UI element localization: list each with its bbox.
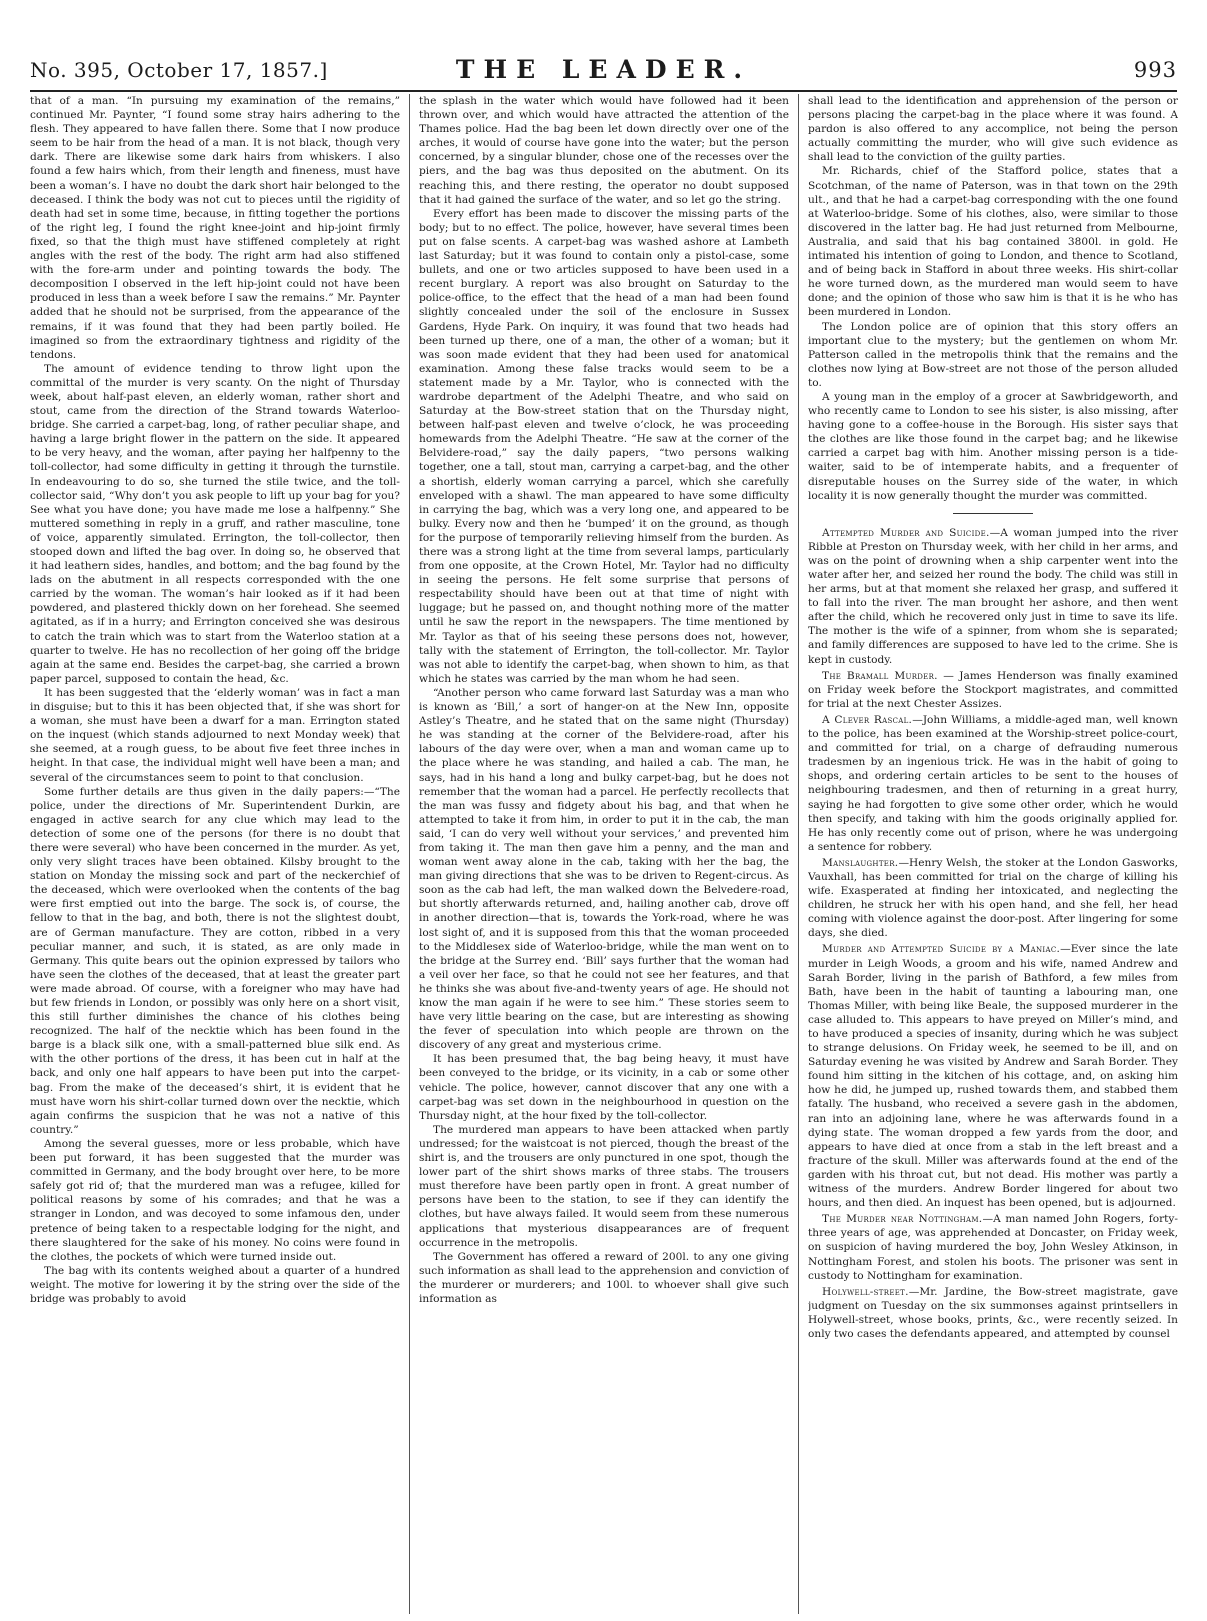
- masthead: [30, 46, 1177, 88]
- paragraph: Some further details are thus given in the daily papers:—“The police, under the directions of Mr. Superintendent Durkin, are engaged in active search for any clue which may lead to the detection of some one of the persons (for there is no doubt that there were several) who have been concerned in the murder. As yet, only very slight traces have been obtained. Kilsby brought to the station on Monday the missing sock and part of the neckerchief of the deceased, which were overlooked when the contents of the bag were first emptied out into the barge. The sock is, of course, the fellow to that in the bag, and both, there is not the slightest doubt, are of German manufacture. They are cotton, ribbed in a very peculiar manner, and such, it is stated, as are only made in Germany. This quite bears out the opinion expressed by tailors who have seen the clothes of the deceased, that at least the greater part were made abroad. Of course, with a foreigner who may have had but few friends in London, or possibly was only here on a short visit, this still further diminishes the chance of his clothes being recognized. The half of the necktie which has been found in the barge is a black silk one, with a small-patterned blue silk end. As with the other portions of the dress, it has been cut in half at the back, and only one half appears to have been put into the carpet-bag. From the make of the deceased’s shirt, it is evident that he must have worn his shirt-collar turned down over the necktie, which again confirms the suspicion that he was not a native of this country.”: [30, 785, 400, 1136]
- column-3: [808, 94, 1178, 1619]
- news-text: —A woman jumped into the river Ribble at Preston on Thursday week, with her child in her arms, and was on the point of drowning when a ship carpenter went into the water after her, and seized her round the body. The child was still in her arms, but at that moment she relaxed her grasp, and suffered it to fall into the river. The man brought her ashore, and then went after the child, which he recovered only just in time to save its life. The mother is the wife of a spinner, from whom she is separated; and family differences are supposed to have led to the crime. She is kept in custody.: [808, 526, 1178, 666]
- news-heading: Attempted Murder and Suicide.: [822, 526, 990, 539]
- paragraph: shall lead to the identification and apprehension of the person or persons placing the carpet-bag in the place where it was found. A pardon is also offered to any accomplice, not being the person actually committing the murder, who will give such evidence as shall lead to the conviction of the guilty parties.: [808, 95, 1178, 164]
- paragraph: the splash in the water which would have followed had it been thrown over, and which would have attracted the attention of the Thames police. Had the bag been let down directly over one of the arches, it would of course have gone into the water; but the person concerned, by a singular blunder, chose one of the recesses over the piers, and the bag was thus deposited on the abutment. On its reaching this, and there resting, the operator no doubt supposed that it had gained the surface of the water, and so let go the string.: [419, 95, 789, 206]
- paragraph: It has been presumed that, the bag being heavy, it must have been conveyed to the bridge, or its vicinity, in a cab or some other vehicle. The police, however, cannot discover that any one with a carpet-bag was set down in the neighbourhood in question on the Thursday night, at the hour fixed by the toll-collector.: [419, 1053, 789, 1122]
- paragraph: The Government has offered a reward of 200l. to any one giving such information as shall lead to the apprehension and conviction of the murderer or murderers; and 100l. to whoever shall give such information as: [419, 1250, 789, 1305]
- paragraph: A young man in the employ of a grocer at Sawbridgeworth, and who recently came to London to see his sister, is also missing, after having gone to a coffee-house in the Borough. His sister says that the clothes are like those found in the carpet bag; and he likewise carried a carpet bag with him. Another missing person is a tide-waiter, said to be of intemperate habits, and a frequenter of disreputable houses on the Surrey side of the water, in which locality it is now generally thought the murder was committed.: [808, 390, 1178, 502]
- paragraph: Every effort has been made to discover the missing parts of the body; but to no effect. The police, however, have several times been put on false scents. A carpet-bag was washed ashore at Lambeth last Saturday; but it was found to contain only a pistol-case, some bullets, and one or two articles supposed to have been used in a recent burglary. A report was also brought on Saturday to the police-office, to the effect that the head of a man had been found slightly concealed under the soil of the enclosure in Sussex Gardens, Hyde Park. On inquiry, it was found that two heads had been turned up there, one of a man, the other of a woman; but it was soon made evident that they had been used for anatomical examination. Among these false tracks would seem to be a statement made by a Mr. Taylor, who is connected with the wardrobe department of the Adelphi Theatre, and who said on Saturday at the Bow-street station that on the Thursday night, between half-past eleven and twelve o’clock, he was proceeding homewards from the Adelphi Theatre. “He saw at the corner of the Belvidere-road,” say the daily papers, “two persons walking together, one a tall, stout man, carrying a carpet-bag, and the other a shortish, elderly woman carrying a parcel, which she carefully enveloped with a shawl. The man appeared to have some difficulty in carrying the bag, which was a very long one, and appeared to be bulky. Every now and then he ‘bumped’ it on the ground, as though for the purpose of temporarily relieving himself from the burden. As there was a strong light at the time from several lamps, particularly from one opposite, at the Crown Hotel, Mr. Taylor had no difficulty in seeing the persons. He felt some surprise that persons of respectability should have been out at that time of night with luggage; but he passed on, and thought nothing more of the matter until he saw the report in the newspapers. The time mentioned by Mr. Taylor as that of his seeing these persons does not, however, tally with the statement of Errington, the toll-collector. Mr. Taylor was not able to identify the carpet-bag, when shown to him, as that which he states was carried by the man whom he had seen.: [419, 207, 789, 685]
- article-columns: [30, 94, 1180, 1619]
- news-item: [808, 1212, 1178, 1282]
- issue-date: No. 395, October 17, 1857.]: [30, 58, 328, 82]
- paragraph: Mr. Richards, chief of the Stafford police, states that a Scotchman, of the name of Paterson, was in that town on the 29th ult., and that he had a carpet-bag corresponding with the one found at Waterloo-bridge. Some of his clothes, also, were similar to those discovered in the latter bag. He had just returned from Melbourne, Australia, and said that his bag contained 3800l. in gold. He intimated his intention of going to London, and thence to Scotland, and of being back in Stafford in about three weeks. His shirt-collar he wore turned down, as the murdered man would seem to have done; and the opinion of those who saw him is that it is he who has been murdered in London.: [808, 165, 1178, 319]
- column-2: [419, 94, 789, 1619]
- news-text: —Henry Welsh, the stoker at the London Gasworks, Vauxhall, has been committed for trial on the charge of killing his wife. Exasperated at finding her intoxicated, and neglecting the children, he struck her with his open hand, and she fell, her head coming with violence against the door-post. After lingering for some days, she died.: [808, 856, 1178, 940]
- paragraph: The London police are of opinion that this story offers an important clue to the mystery; but the gentlemen on whom Mr. Patterson called in the metropolis think that the remains and the clothes now lying at Bow-street are not those of the person alluded to.: [808, 320, 1178, 389]
- news-item: [808, 526, 1178, 667]
- news-item: [808, 669, 1178, 711]
- news-heading: The Bramall Murder.: [822, 669, 938, 682]
- news-item: [808, 942, 1178, 1210]
- news-heading: Manslaughter.: [822, 856, 899, 869]
- paragraph: The amount of evidence tending to throw light upon the committal of the murder is very scanty. On the night of Thursday week, about half-past eleven, an elderly woman, rather short and stout, came from the direction of the Strand towards Waterloo-bridge. She carried a carpet-bag, long, of rather peculiar shape, and having a large bright flower in the pattern on the side. It appeared to be very heavy, and the woman, after paying her halfpenny to the toll-collector, had some difficulty in getting it through the turnstile. In endeavouring to do so, she turned the stile twice, and the toll-collector said, “Why don’t you ask people to lift up your bag for you? See what you have done; you have made me lose a halfpenny.” She muttered something in reply in a gruff, and rather masculine, tone of voice, apparently simulated. Errington, the toll-collector, then stooped down and lifted the bag over. In doing so, he observed that it had leathern sides, handles, and bottom; and the bag found by the lads on the abutment in all respects corresponded with the one carried by the woman. The woman’s hair looked as if it had been powdered, and plastered thickly down on her forehead. She seemed agitated, as if in a hurry; and Errington conceived she was desirous to catch the train which was to start from the Waterloo station at a quarter to twelve. He has no recollection of her going off the bridge again at the same end. Besides the carpet-bag, she carried a brown paper parcel, supposed to contain the head, &c.: [30, 362, 400, 685]
- page-number: 993: [1133, 58, 1177, 82]
- newspaper-title: THE LEADER.: [455, 55, 752, 84]
- news-heading: A Clever Rascal.: [822, 713, 913, 726]
- paragraph: The murdered man appears to have been attacked when partly undressed; for the waistcoat is not pierced, though the breast of the shirt is, and the trousers are only punctured in one spot, though the lower part of the shirt shows marks of three stabs. The trousers must therefore have been partly open in front. A great number of persons have been to the station, to see if they can identify the clothes, but have always failed. It would seem from these numerous applications that mysterious disappearances are of frequent occurrence in the metropolis.: [419, 1123, 789, 1249]
- column-1: [30, 94, 400, 1619]
- paragraph: that of a man. “In pursuing my examination of the remains,” continued Mr. Paynter, “I found some stray hairs adhering to the flesh. They appeared to have fallen there. Some that I now produce seem to be hair from the head of a man. It is not black, though very dark. There are likewise some dark hairs from whiskers. I also found a few hairs which, from their length and fineness, must have been a woman’s. I have no doubt the dark short hair belonged to the deceased. I think the body was not cut to pieces until the rigidity of death had set in some time, because, in fitting together the portions of the right leg, I found the right knee-joint and hip-joint firmly fixed, so that the thigh must have stiffened completely at right angles with the rest of the body. The right arm had also stiffened with the fore-arm under and pointing towards the body. The decomposition I observed in the left hip-joint could not have been produced in less than a week before I saw the remains.” Mr. Paynter added that he should not be surprised, from the appearance of the remains, if it was found that they had been partly boiled. He imagined so from the extraordinary tightness and rigidity of the tendons.: [30, 95, 400, 361]
- masthead-rule: [30, 90, 1177, 92]
- news-text: —Ever since the late murder in Leigh Woods, a groom and his wife, named Andrew and Sarah Border, living in the parish of Bathford, a few miles from Bath, have been in the habit of taunting a labouring man, one Thomas Miller, with being like Beale, the supposed murderer in the case alluded to. This appears to have preyed on Miller’s mind, and to have produced a species of insanity, during which he was subject to strange delusions. On Friday week, he seemed to be ill, and on Saturday evening he was visited by Andrew and Sarah Border. They found him sitting in the kitchen of his cottage, and, on asking him how he did, he jumped up, rushed towards them, and stabbed them fatally. The husband, who received a severe gash in the abdomen, ran into an adjoining lane, where he was afterwards found in a dying state. The woman dropped a few yards from the door, and appears to have died at once from a stab in the left breast and a fracture of the skull. Miller was afterwards found at the end of the garden with his throat cut, but not dead. His mother was partly a witness of the murders. Andrew Border lingered for about two hours, and then died. An inquest has been opened, but is adjourned.: [808, 943, 1178, 1210]
- paragraph: Among the several guesses, more or less probable, which have been put forward, it has been suggested that the murder was committed in Germany, and the body brought over here, to be more safely got rid of; that the murdered man was a refugee, killed for political reasons by some of his comrades; and that he was a stranger in London, and was decoyed to some infamous den, under pretence of being taken to a respectable lodging for the night, and there slaughtered for the sake of his money. No coins were found in the clothes, the pockets of which were turned inside out.: [30, 1137, 400, 1263]
- news-text: — James Henderson was finally examined on Friday week before the Stockport magistrates, and committed for trial at the next Chester Assizes.: [808, 669, 1178, 710]
- news-text: —Mr. Jardine, the Bow-street magistrate, gave judgment on Tuesday on the six summonses against printsellers in Holywell-street, whose books, prints, &c., were recently seized. In only two cases the defendants appeared, and attempted by counsel: [808, 1285, 1178, 1340]
- section-separator: [953, 513, 1033, 514]
- news-heading: Murder and Attempted Suicide by a Maniac.: [822, 943, 1061, 956]
- news-heading: Holywell-street.: [822, 1285, 909, 1298]
- news-text: —A man named John Rogers, forty-three years of age, was apprehended at Doncaster, on Friday week, on suspicion of having murdered the boy, John Wesley Atkinson, in Nottingham Forest, and stolen his boots. The prisoner was sent in custody to Nottingham for examination.: [808, 1213, 1178, 1282]
- news-item: [808, 713, 1178, 854]
- paragraph: It has been suggested that the ‘elderly woman’ was in fact a man in disguise; but to this it has been objected that, if she was short for a woman, she must have been a dwarf for a man. Errington stated on the inquest (which stands adjourned to next Monday week) that she seemed, at a rough guess, to be about five feet three inches in height. In that case, the individual might well have been a man; and several of the circumstances seem to point to that conclusion.: [30, 686, 400, 784]
- paragraph: “Another person who came forward last Saturday was a man who is known as ‘Bill,’ a sort of hanger-on at the New Inn, opposite Astley’s Theatre, and he stated that on the same night (Thursday) he was standing at the corner of the Belvidere-road, after his labours of the day were over, when a man and woman came up to the place where he was standing, and hailed a cab. The man, he says, had in his hand a long and bulky carpet-bag, but he does not remember that the woman had a parcel. He perfectly recollects that the man was fussy and fidgety about his bag, and that when he attempted to take it from him, in order to put it in the cab, the man said, ‘I can do very well without your services,’ and prevented him from taking it. The man then gave him a penny, and the man and woman went away alone in the cab, taking with her the bag, the man giving directions that she was to be driven to Regent-circus. As soon as the cab had left, the man walked down the Belvedere-road, but shortly afterwards returned, and, hailing another cab, drove off in another direction—that is, towards the York-road, where he was lost sight of, and it is supposed from this that the woman proceeded to the Middlesex side of Waterloo-bridge, while the man went on to the bridge at the Surrey end. ‘Bill’ says further that the woman had a veil over her face, so that he could not see her features, and that he thinks she was about five-and-twenty years of age. He should not know the man again if he were to see him.” These stories seem to have very little bearing on the case, but are interesting as showing the fever of speculation into which people are thrown on the discovery of any great and mysterious crime.: [419, 686, 789, 1052]
- paragraph: The bag with its contents weighed about a quarter of a hundred weight. The motive for lowering it by the string over the side of the bridge was probably to avoid: [30, 1264, 400, 1305]
- news-heading: The Murder near Nottingham.: [822, 1213, 983, 1226]
- news-item: [808, 1285, 1178, 1341]
- news-text: —John Williams, a middle-aged man, well known to the police, has been examined at the Worship-street police-court, and committed for trial, on a charge of defrauding numerous tradesmen by an ingenious trick. He was in the habit of going to shops, and ordering certain articles to be sent to the houses of neighbouring tradesmen, and then of returning in a great hurry, saying he had forgotten to give some other order, which he would then specify, and taking with him the goods originally applied for. He has only recently come out of prison, where he was undergoing a sentence for robbery.: [808, 713, 1178, 853]
- news-item: [808, 856, 1178, 941]
